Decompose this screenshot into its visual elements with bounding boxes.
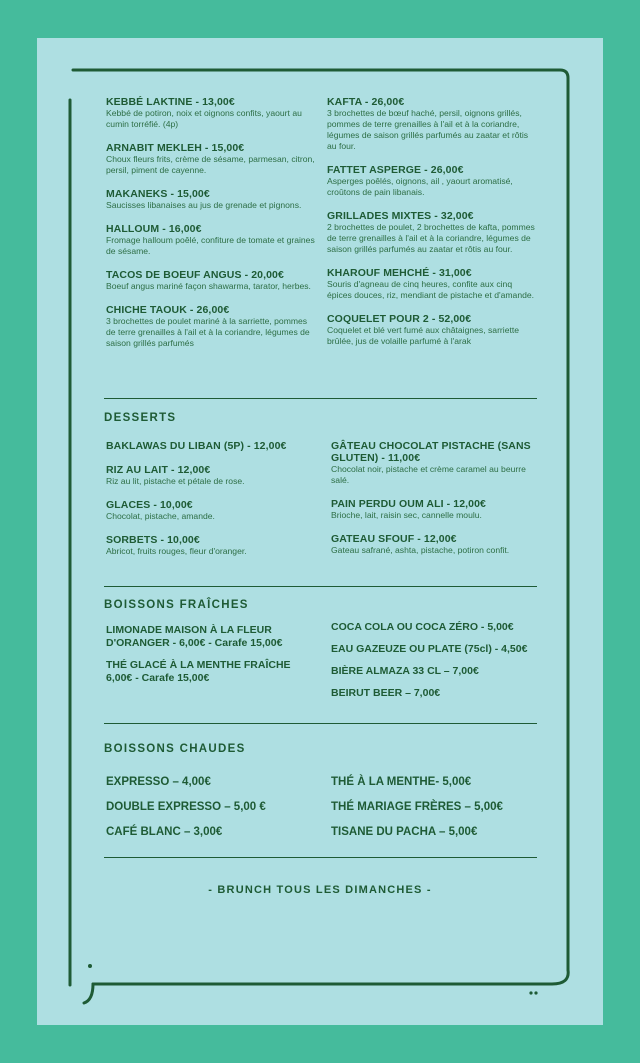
menu-item bbox=[327, 164, 537, 198]
menu-item-description: Abricot, fruits rouges, fleur d'oranger. bbox=[106, 546, 247, 556]
menu-item bbox=[331, 440, 541, 486]
drink-item: TISANE DU PACHA – 5,00€ bbox=[331, 826, 478, 838]
menu-item-title: BAKLAWAS DU LIBAN (5P) - 12,00€ bbox=[106, 440, 287, 452]
section-heading-desserts: DESSERTS bbox=[104, 412, 177, 424]
menu-item-description: Gateau safrané, ashta, pistache, potiron confit. bbox=[331, 545, 510, 555]
drink-item: BEIRUT BEER – 7,00€ bbox=[331, 687, 441, 699]
menu-item bbox=[327, 210, 537, 255]
menu-item-title: TACOS DE BOEUF ANGUS - 20,00€ bbox=[106, 269, 284, 281]
drink-item: THÉ GLACÉ À LA MENTHE FRAÎCHE 6,00€ - Carafe 15,00€ bbox=[106, 659, 291, 684]
drink-item: COCA COLA OU COCA ZÉRO - 5,00€ bbox=[331, 621, 514, 633]
menu-item bbox=[106, 142, 316, 176]
divider bbox=[104, 723, 537, 724]
menu-item bbox=[327, 267, 537, 301]
drink-item: EAU GAZEUZE OU PLATE (75cl) - 4,50€ bbox=[331, 643, 528, 655]
hot-drinks-left-column bbox=[106, 775, 316, 850]
menu-item-description: Riz au lit, pistache et pétale de rose. bbox=[106, 476, 245, 486]
mains-left-column bbox=[106, 96, 316, 361]
menu-item-title: ARNABIT MEKLEH - 15,00€ bbox=[106, 142, 245, 154]
menu-item-title: GÂTEAU CHOCOLAT PISTACHE (SANS GLUTEN) - 11,00€ bbox=[331, 440, 531, 464]
menu-item-title: PAIN PERDU OUM ALI - 12,00€ bbox=[331, 498, 486, 510]
menu-item-description: Boeuf angus mariné façon shawarma, tarator, herbes. bbox=[106, 281, 311, 291]
drink-item: THÉ À LA MENTHE- 5,00€ bbox=[331, 776, 472, 788]
menu-item-title: GRILLADES MIXTES - 32,00€ bbox=[327, 210, 474, 222]
menu-item-description: Saucisses libanaises au jus de grenade et pignons. bbox=[106, 200, 302, 210]
mains-right-column bbox=[327, 96, 537, 359]
menu-item bbox=[106, 188, 316, 211]
menu-item-description: Brioche, lait, raisin sec, cannelle moulu. bbox=[331, 510, 482, 520]
menu-item-description: Chocolat, pistache, amande. bbox=[106, 511, 215, 521]
menu-item-description: Choux fleurs frits, crème de sésame, parmesan, citron, persil, piment de cayenne. bbox=[106, 154, 315, 175]
cold-drinks-left-column bbox=[106, 624, 306, 694]
menu-item-title: MAKANEKS - 15,00€ bbox=[106, 188, 210, 200]
menu-item-description: Souris d'agneau de cinq heures, confite aux cinq épices douces, riz, mendiant de pistache et d'amande. bbox=[327, 279, 535, 300]
drink-item: DOUBLE EXPRESSO – 5,00 € bbox=[106, 801, 266, 813]
menu-item-description: 3 brochettes de bœuf haché, persil, oignons grillés, pommes de terre grenailles à l'ail et à la coriandre, légumes de saison grillés parfumés au zaatar et rôtis au four. bbox=[327, 108, 529, 151]
desserts-right-column bbox=[331, 440, 541, 568]
brunch-banner: - BRUNCH TOUS LES DIMANCHES - bbox=[208, 884, 432, 896]
menu-item-title: KAFTA - 26,00€ bbox=[327, 96, 405, 108]
menu-item-title: COQUELET POUR 2 - 52,00€ bbox=[327, 313, 472, 325]
menu-item bbox=[106, 96, 316, 130]
drink-item: LIMONADE MAISON À LA FLEUR D'ORANGER - 6,00€ - Carafe 15,00€ bbox=[106, 624, 283, 649]
menu-item-description: 2 brochettes de poulet, 2 brochettes de kafta, pommes de terre grenailles à l'ail et à la coriandre, légumes de saison grillés parfumés au zaatar et rôtis au four. bbox=[327, 222, 535, 254]
drink-item: THÉ MARIAGE FRÈRES – 5,00€ bbox=[331, 801, 503, 813]
menu-item-title: KHAROUF MEHCHÉ - 31,00€ bbox=[327, 267, 472, 279]
menu-item bbox=[106, 304, 316, 349]
section-heading-cold-drinks: BOISSONS FRAÎCHES bbox=[104, 599, 249, 611]
drink-item: CAFÉ BLANC – 3,00€ bbox=[106, 826, 223, 838]
menu-item-title: HALLOUM - 16,00€ bbox=[106, 223, 202, 235]
menu-item-description: Fromage halloum poêlé, confiture de tomate et graines de sésame. bbox=[106, 235, 315, 256]
menu-item bbox=[327, 313, 537, 347]
menu-item bbox=[106, 440, 296, 452]
drink-item: EXPRESSO – 4,00€ bbox=[106, 776, 211, 788]
menu-item bbox=[106, 464, 296, 487]
menu-item bbox=[106, 499, 296, 522]
divider bbox=[104, 857, 537, 858]
menu-item bbox=[331, 533, 541, 556]
menu-item bbox=[106, 223, 316, 257]
menu-item-title: GLACES - 10,00€ bbox=[106, 499, 193, 511]
menu-item bbox=[106, 534, 296, 557]
drink-item: BIÈRE ALMAZA 33 CL – 7,00€ bbox=[331, 665, 479, 677]
menu-item-title: FATTET ASPERGE - 26,00€ bbox=[327, 164, 464, 176]
menu-item bbox=[331, 498, 541, 521]
section-heading-hot-drinks: BOISSONS CHAUDES bbox=[104, 743, 246, 755]
menu-item-title: GATEAU SFOUF - 12,00€ bbox=[331, 533, 457, 545]
divider bbox=[104, 398, 537, 399]
menu-item-description: 3 brochettes de poulet mariné à la sarriette, pommes de terre grenailles à l'ail et à la coriandre, légumes de saison grillés parfumés bbox=[106, 316, 310, 348]
menu-item-description: Coquelet et blé vert fumé aux châtaignes, sarriette brûlée, jus de volaille parfumé à l'arak bbox=[327, 325, 520, 346]
menu-item-title: SORBETS - 10,00€ bbox=[106, 534, 200, 546]
menu-item bbox=[106, 269, 316, 292]
menu-item-title: RIZ AU LAIT - 12,00€ bbox=[106, 464, 211, 476]
menu-item bbox=[327, 96, 537, 152]
hot-drinks-right-column bbox=[331, 775, 541, 850]
menu-item-title: KEBBÉ LAKTINE - 13,00€ bbox=[106, 96, 235, 108]
desserts-left-column bbox=[106, 440, 296, 569]
menu-item-description: Chocolat noir, pistache et crème caramel au beurre salé. bbox=[331, 464, 526, 485]
menu-item-title: CHICHE TAOUK - 26,00€ bbox=[106, 304, 230, 316]
menu-item-description: Kebbé de potiron, noix et oignons confits, yaourt au cumin torréfié. (4p) bbox=[106, 108, 302, 129]
cold-drinks-right-column bbox=[331, 621, 536, 709]
divider bbox=[104, 586, 537, 587]
menu-item-description: Asperges poêlés, oignons, ail , yaourt aromatisé, croûtons de pain libanais. bbox=[327, 176, 513, 197]
